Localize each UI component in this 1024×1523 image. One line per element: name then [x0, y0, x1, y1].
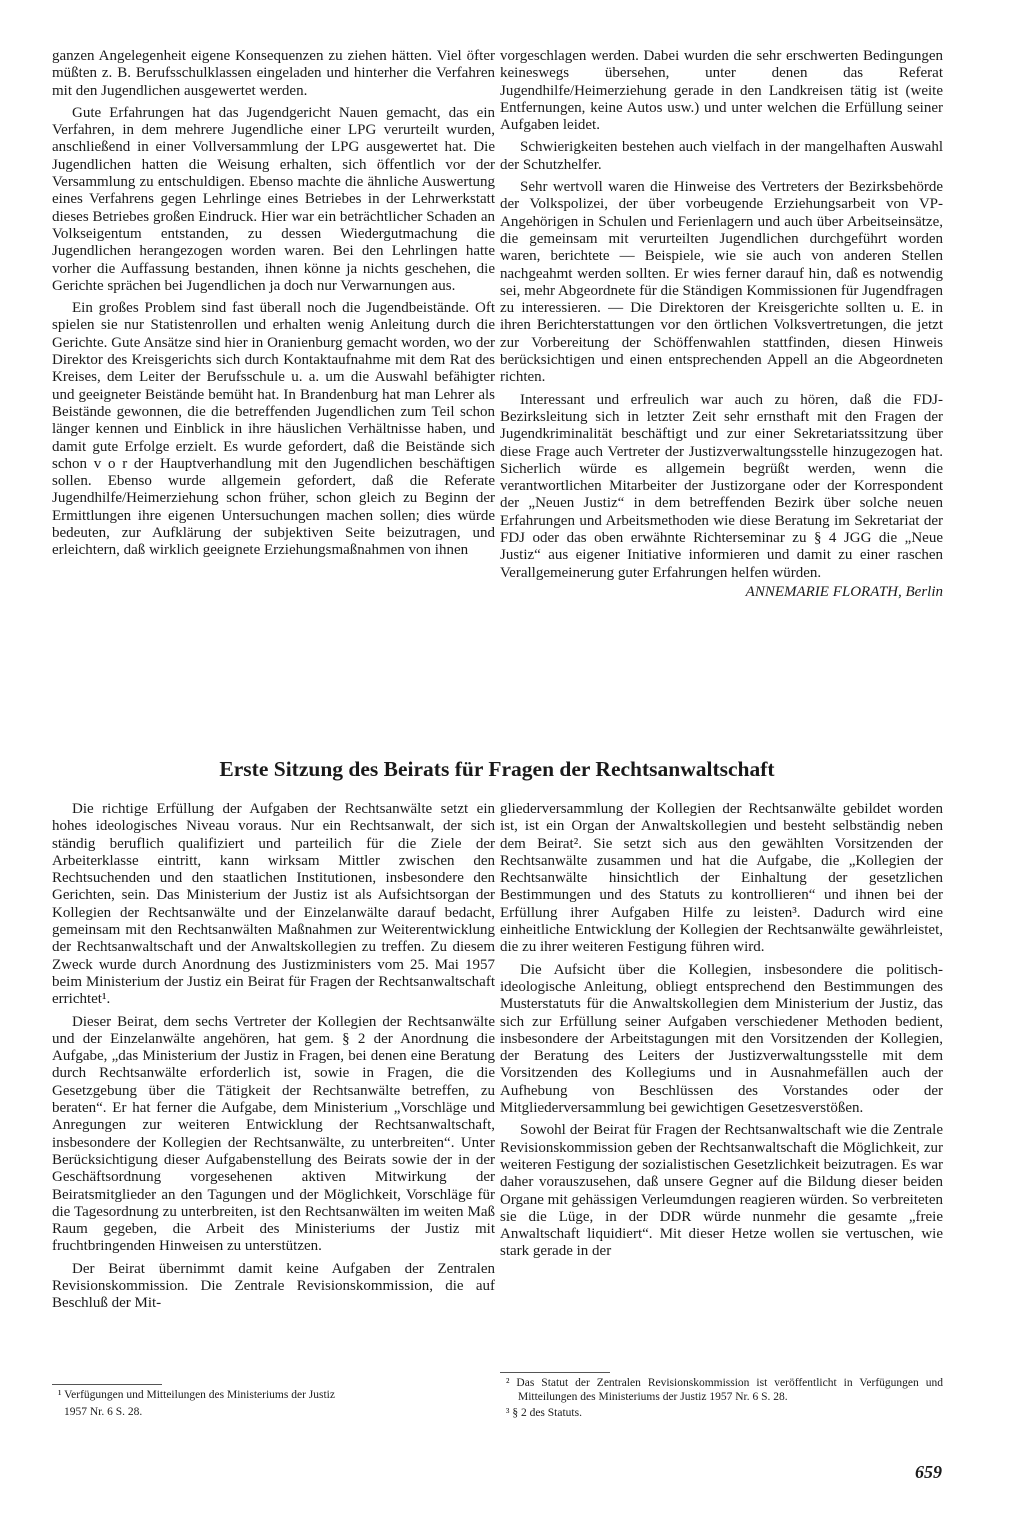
paragraph: Der Beirat übernimmt damit keine Aufgaben der Zentralen Revisionskommission. Die Zentrale Revisionskommission, die auf Beschluß der Mit-	[52, 1260, 495, 1312]
paragraph: Schwierigkeiten bestehen auch vielfach in der mangelhaften Auswahl der Schutzhelfer.	[500, 139, 943, 173]
paragraph: vorgeschlagen werden. Dabei wurden die sehr erschwerten Bedingungen keineswegs übersehen, unter denen das Referat Jugendhilfe/Heimerziehung gerade in den Landkreisen tätig ist (weite Entfernungen, keine Autos usw.) und unter welchen die Erfüllung seiner Aufgaben leidet.	[500, 48, 943, 134]
page-number: 659	[915, 1462, 942, 1482]
footnote-rule	[500, 1372, 610, 1373]
top-right-column	[500, 48, 943, 601]
paragraph: Sowohl der Beirat für Fragen der Rechtsanwaltschaft wie die Zentrale Revisionskommission geben der Rechtsanwaltschaft die Möglichkeit, zur weiteren Festigung der sozialistischen Gesetzlichkeit beizutragen. Es war daher vorauszusehen, daß unsere Gegner auf die Bildung dieser beiden Organe mit gehässigen Verleumdungen reagieren würden. So verbreiteten sie die Lüge, in der DDR würde nunmehr die gesamte „freie Anwaltschaft liquidiert“. Mit dieser Hetze wollen sie vertuschen, wie stark gerade in der	[500, 1122, 943, 1260]
footnote-2: ² Das Statut der Zentralen Revisionskommission ist veröffentlicht in Verfügungen und Mitteilungen des Ministeriums der Justiz 1957 Nr. 6 S. 28.	[506, 1377, 943, 1403]
paragraph: ganzen Angelegenheit eigene Konsequenzen zu ziehen hätten. Viel öfter müßten z. B. Berufsschulklassen eingeladen und hinterher die Verfahren mit den Jugendlichen ausgewertet werden.	[52, 48, 495, 99]
footnote-1: ¹ Verfügungen und Mitteilungen des Ministeriums der Justiz	[58, 1389, 335, 1401]
paragraph: Dieser Beirat, dem sechs Vertreter der Kollegien der Rechtsanwälte und der Einzelanwälte angehören, hat gem. § 2 der Anordnung die Aufgabe, „das Ministerium der Justiz in Fragen, bei denen eine Beratung durch Rechtsanwälte erforderlich ist, sowie in Fragen, die die Gesetzgebung über die Tätigkeit der Rechtsanwälte betreffen, zu beraten“. Er hat ferner die Aufgabe, dem Ministerium „Vorschläge und Anregungen zur weiteren Entwicklung der Rechtsanwaltschaft, insbesondere der Kollegien der Rechtsanwälte, zu unterbreiten“. Unter Berücksichtigung dieser Aufgabenstellung des Beirats sowie der in der Geschäftsordnung vorgesehenen aktiven Mitwirkung der Beiratsmitglieder an den Tagungen und der Möglichkeit, Vorschläge für die Tagesordnung zu unterbreiten, ist den Rechtsanwälten im weiten Maß Raum gegeben, die Arbeit des Ministeriums der Justiz mit fruchtbringenden Hinweisen zu unterstützen.	[52, 1013, 495, 1255]
paragraph: Sehr wertvoll waren die Hinweise des Vertreters der Bezirksbehörde der Volkspolizei, der über vorbeugende Erziehungsarbeit von VP-Angehörigen in Schulen und Ferienlagern und auch über Arbeitseinsätze, die gemeinsam mit verurteilten Jugendlichen durchgeführt worden waren, berichtete — Beispiele, wie sie auch von anderen Stellen nachgeahmt werden sollten. Er wies ferner darauf hin, daß es notwendig sei, mehr Abgeordnete für die Ständigen Kommissionen für Jugendfragen zu interessieren. — Die Direktoren der Kreisgerichte sollten u. E. in ihren Berichterstattungen vor den örtlichen Volksvertretungen, die jetzt zur Vorbereitung der Schöffenwahlen stattfinden, diesen Hinweis berücksichtigen und einen entsprechenden Appell an die Abgeordneten richten.	[500, 179, 943, 386]
author-signature: ANNEMARIE FLORATH, Berlin	[745, 583, 943, 600]
footnote-rule	[52, 1384, 162, 1385]
footnotes-left	[52, 1389, 495, 1422]
paragraph: Interessant und erfreulich war auch zu hören, daß die FDJ-Bezirksleitung sich in letzter Zeit sehr ernsthaft mit den Fragen der Jugendkriminalität beschäftigt und zur einer Sekretariatssitzung über diese Frage auch Vertreter der Justizverwaltungsstelle hinzugezogen hat. Sicherlich würde es allgemein begrüßt werden, wenn die verantwortlichen Mitarbeiter der Justizorgane oder der Korrespondent der „Neuen Justiz“ in dem betreffenden Bezirk über solche neuen Erfahrungen und Arbeitsmethoden wie diese Beratung im Sekretariat der FDJ oder das oben erwähnte Richterseminar zu § 4 JGG die „Neue Justiz“ aus eigener Initiative informieren und damit zu einer raschen Verallgemeinerung guter Erfahrungen helfen würden.	[500, 391, 943, 581]
paragraph: Gute Erfahrungen hat das Jugendgericht Nauen gemacht, das ein Verfahren, in dem mehrere Jugendliche einer LPG verurteilt wurden, anschließend in einer Vollversammlung der LPG ausgewertet hat. Die Jugendlichen hatten die Weisung erhalten, sich öffentlich vor der Versammlung zu entschuldigen. Ebenso machte die ähnliche Auswertung eines Verfahrens gegen Lehrlinge eines Betriebes in der Lehrwerkstatt dieses Betriebes großen Eindruck. Hier war ein beträchtlicher Schaden an Volkseigentum entstanden, zu dessen Wiedergutmachung die Jugendlichen herangezogen worden waren. Bei den Lehrlingen hatte vorher die Auffassung bestanden, ihnen könne ja nichts geschehen, die Gerichte sprächen bei Jugendlichen ja doch nur Verwarnungen aus.	[52, 104, 495, 294]
paragraph: Die Aufsicht über die Kollegien, insbesondere die politisch-ideologische Anleitung, obliegt entsprechend den Bestimmungen des Musterstatuts für die Anwaltskollegien dem Ministerium der Justiz, das sich zur Erfüllung seiner Aufgaben verschiedener Methoden bedient, insbesondere der Arbeitstagungen mit den Vorsitzenden der Kollegien, der Beratung des Leiters der Justizverwaltungsstelle mit dem Vorsitzenden des Kollegiums und in Ausnahmefällen auch der Aufhebung von Beschlüssen des Vorstandes oder der Mitgliederversammlung bei gewichtigen Gesetzesverstößen.	[500, 961, 943, 1117]
footnote-1-continued: 1957 Nr. 6 S. 28.	[64, 1405, 143, 1418]
paragraph: Ein großes Problem sind fast überall noch die Jugendbeistände. Oft spielen sie nur Statistenrollen und erhalten wenig Anleitung durch die Gerichte. Gute Ansätze sind hier in Oranienburg gemacht worden, wo der Direktor des Kreisgerichts sich durch Kontaktaufnahme mit dem Rat des Kreises, dem Leiter der Berufsschule u. a. um die Auswahl befähigter und geeigneter Beistände bemüht hat. In Brandenburg hat man Lehrer als Beistände gewonnen, die die betreffenden Jugendlichen zum Teil schon länger kennen und Einblick in ihre häuslichen Verhältnisse haben, und damit gute Erfolge erzielt. Es wurde gefordert, daß die Beistände sich schon v o r der Hauptverhandlung mit den Jugendlichen beschäftigen sollen. Ebenso wurde allgemein gefordert, daß die Referate Jugendhilfe/Heimerziehung schon früher, schon gleich zu Beginn der Ermittlungen ihre eigenen Untersuchungen machen sollen; dies würde bedeuten, zur Aufklärung der subjektiven Seite beizutragen, und erleichtern, daß wirklich geeignete Erziehungsmaßnahmen von ihnen	[52, 300, 495, 559]
article-left-column	[52, 801, 495, 1313]
top-left-column	[52, 48, 495, 560]
paragraph: gliederversammlung der Kollegien der Rechtsanwälte gebildet worden ist, ist ein Organ der Anwaltskollegien und besteht selbständig neben dem Beirat². Sie setzt sich aus den gewählten Vorsitzenden der Rechtsanwälte zusammen und hat die Aufgabe, die „Kollegien der Rechtsanwälte hinsichtlich der Einhaltung der gesetzlichen Bestimmungen und des Statuts zu kontrollieren“ und ihnen bei der Erfüllung ihrer Aufgaben Hilfe zu leisten³. Dadurch wird eine einheitliche Entwicklung der Kollegien der Rechtsanwälte gewährleistet, die zu ihrer weiteren Festigung führen wird.	[500, 801, 943, 956]
article-right-column	[500, 801, 943, 1261]
footnotes-right	[500, 1377, 943, 1424]
footnote-3: ³ § 2 des Statuts.	[506, 1407, 582, 1419]
paragraph: Die richtige Erfüllung der Aufgaben der Rechtsanwälte setzt ein hohes ideologisches Niveau voraus. Nur ein Rechtsanwalt, der sich ständig beruflich qualifiziert und parteilich für die Ziele der Arbeiterklasse eintritt, kann wirksam Mittler zwischen den Rechtsuchenden und den staatlichen Institutionen, insbesondere den Gerichten, sein. Das Ministerium der Justiz ist als Aufsichtsorgan der Kollegien der Rechtsanwälte und der Einzelanwälte darauf bedacht, gemeinsam mit den Rechtsanwälten Maßnahmen zur Weiterentwicklung der Rechtsanwaltschaft und der Anwaltskollegien zu treffen. Zu diesem Zweck wurde durch Anordnung des Justizministers vom 25. Mai 1957 beim Ministerium der Justiz ein Beirat für Fragen der Rechtsanwaltschaft errichtet¹.	[52, 801, 495, 1008]
article-title: Erste Sitzung des Beirats für Fragen der Rechtsanwaltschaft	[219, 757, 775, 781]
